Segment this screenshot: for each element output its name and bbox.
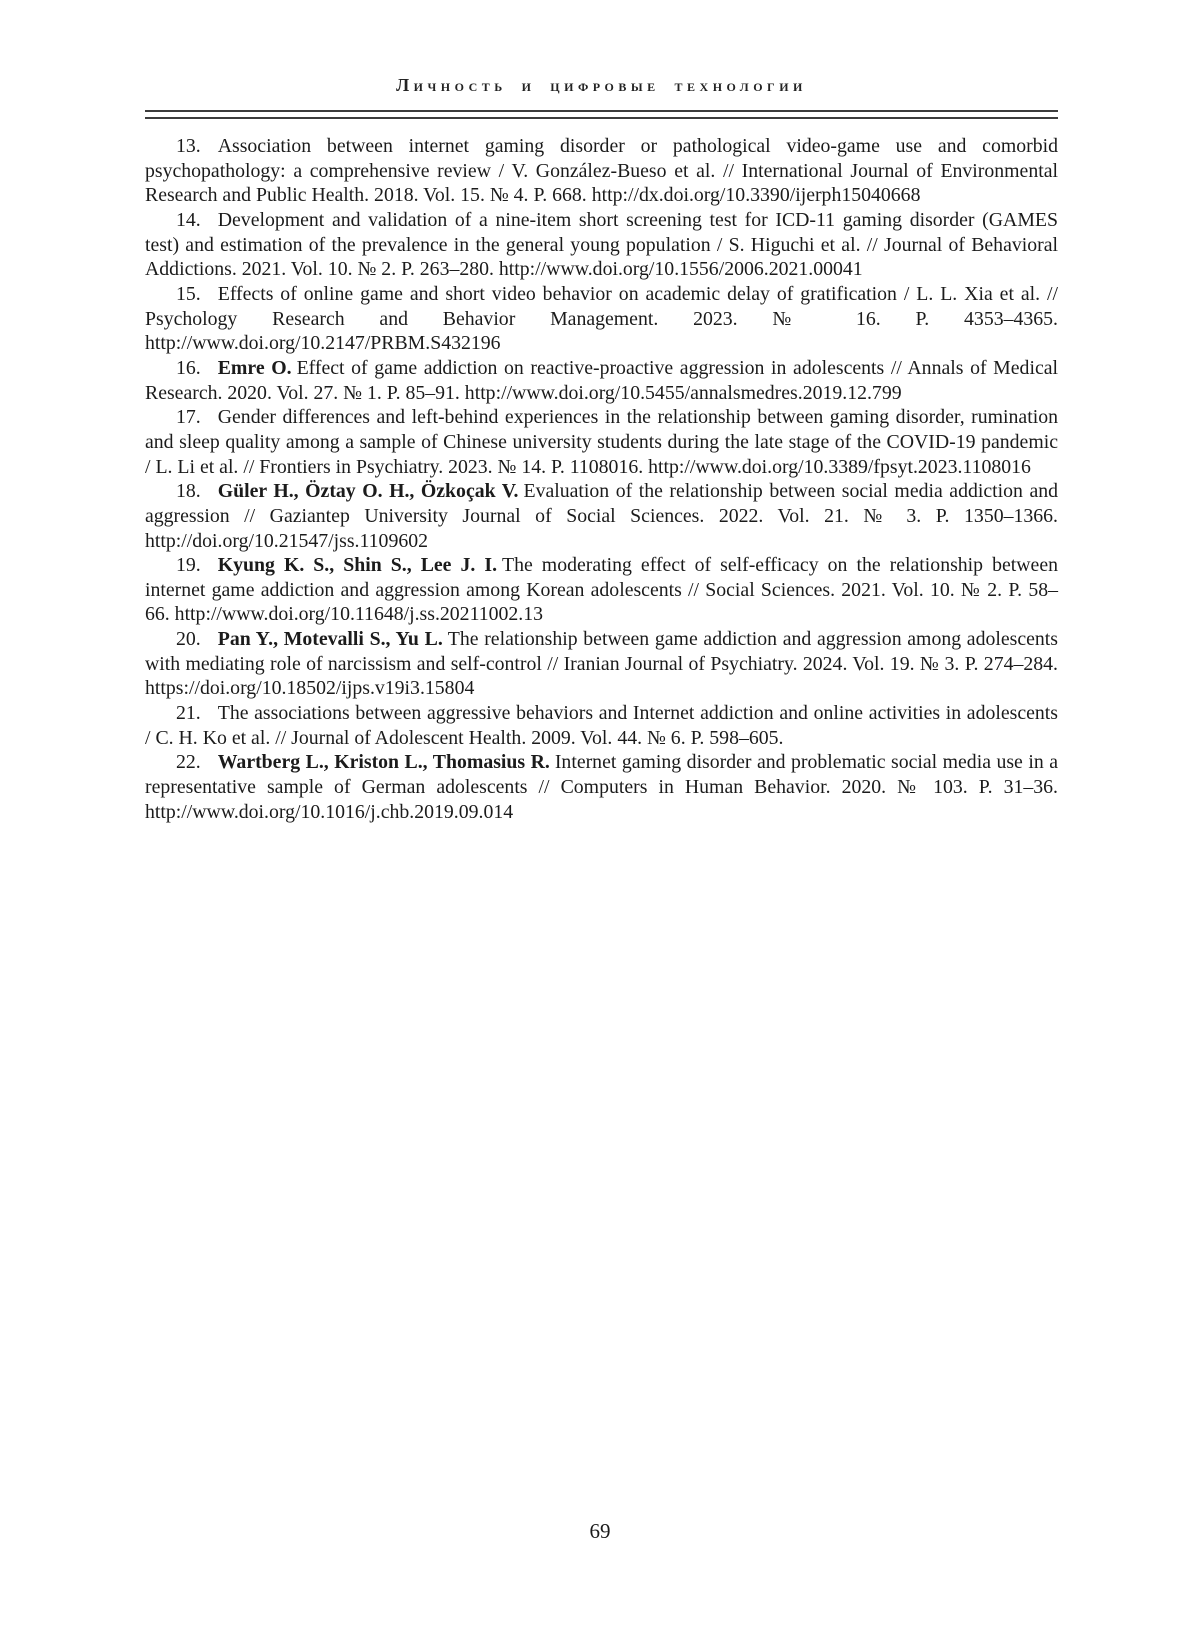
reference-text: Development and validation of a nine-item short screening test for ICD-11 gaming disorder (GAMES test) and estimation of the prevalence in the general young population / S. Higuchi et al. // Journal of Behavioral Addictions. 2021. Vol. 10. № 2. P. 263–280. http://www.doi.org/10.1556/2006.2021.00041 — [145, 208, 1058, 281]
references-list — [145, 134, 1058, 824]
page-header — [145, 74, 1058, 119]
reference-authors: Wartberg L., Kriston L., Thomasius R. — [217, 751, 550, 774]
reference-number: 17. — [176, 406, 201, 429]
page-content — [145, 74, 1058, 824]
reference-item — [145, 134, 1058, 208]
reference-authors: Kyung K. S., Shin S., Lee J. I. — [217, 554, 498, 577]
reference-item — [145, 627, 1058, 701]
reference-item — [145, 356, 1058, 405]
reference-text: Evaluation of the relationship between social media addiction and aggression // Gaziantep University Journal of Social Sciences. 2022. Vol. 21. № 3. P. 1350–1366. http://doi.org/10.21547/jss.1109602 — [145, 480, 1058, 552]
reference-number: 19. — [176, 554, 201, 577]
reference-text: Association between internet gaming disorder or pathological video-game use and comorbid psychopathology: a comprehensive review / V. González-Bueso et al. // International Journal of Environmental Research and Public Health. 2018. Vol. 15. № 4. P. 668. http://dx.doi.org/10.3390/ijerph15040668 — [145, 135, 1058, 207]
reference-item — [145, 479, 1058, 553]
reference-number: 22. — [176, 751, 201, 774]
reference-number: 21. — [176, 702, 201, 725]
reference-authors: Pan Y., Motevalli S., Yu L. — [217, 628, 443, 651]
reference-number: 14. — [176, 208, 201, 231]
double-rule-divider — [145, 110, 1058, 119]
journal-section-title: Личность и цифровые технологии — [396, 75, 807, 95]
reference-item — [145, 750, 1058, 824]
reference-text: Effects of online game and short video behavior on academic delay of gratification / L. L. Xia et al. // Psychology Research and Behavior Management. 2023. № 16. P. 4353–4365. http://www.doi.org/10.2147/PRBM.S432196 — [145, 282, 1058, 355]
reference-text: Gender differences and left-behind experiences in the relationship between gaming disorder, rumination and sleep quality among a sample of Chinese university students during the late stage of the COVID-19 pandemic / L. Li et al. // Frontiers in Psychiatry. 2023. № 14. P. 1108016. http://www.doi.org/10.3389/fpsyt.2023.1108016 — [145, 406, 1058, 478]
reference-text: Internet gaming disorder and problematic social media use in a representative sample of German adolescents // Computers in Human Behavior. 2020. № 103. P. 31–36. http://www.doi.org/10.1016/j.chb.2019.09.014 — [145, 751, 1058, 823]
reference-number: 20. — [176, 628, 201, 651]
reference-item — [145, 701, 1058, 750]
reference-number: 15. — [176, 282, 201, 305]
reference-item — [145, 282, 1058, 356]
reference-item — [145, 208, 1058, 282]
reference-text: Effect of game addiction on reactive-proactive aggression in adolescents // Annals of Medical Research. 2020. Vol. 27. № 1. P. 85–91. http://www.doi.org/10.5455/annalsmedres.2019.12.799 — [145, 356, 1058, 404]
reference-text: The associations between aggressive behaviors and Internet addiction and online activities in adolescents / C. H. Ko et al. // Journal of Adolescent Health. 2009. Vol. 44. № 6. P. 598–605. — [145, 702, 1058, 749]
reference-number: 16. — [176, 356, 201, 379]
reference-authors: Emre O. — [217, 356, 292, 379]
reference-text: The moderating effect of self-efficacy on the relationship between internet game addiction and aggression among Korean adolescents // Social Sciences. 2021. Vol. 10. № 2. P. 58–66. http://www.doi.org/10.11648/j.ss.20211002.13 — [145, 554, 1058, 626]
reference-authors: Güler H., Öztay O. H., Özkoçak V. — [217, 480, 519, 503]
reference-item — [145, 405, 1058, 479]
reference-number: 13. — [176, 135, 201, 157]
page-number: 69 — [589, 1519, 611, 1543]
reference-text: The relationship between game addiction and aggression among adolescents with mediating role of narcissism and self-control // Iranian Journal of Psychiatry. 2024. Vol. 19. № 3. P. 274–284. https://doi.org/10.18502/ijps.v19i3.15804 — [145, 628, 1058, 700]
reference-number: 18. — [176, 480, 201, 503]
reference-item — [145, 553, 1058, 627]
